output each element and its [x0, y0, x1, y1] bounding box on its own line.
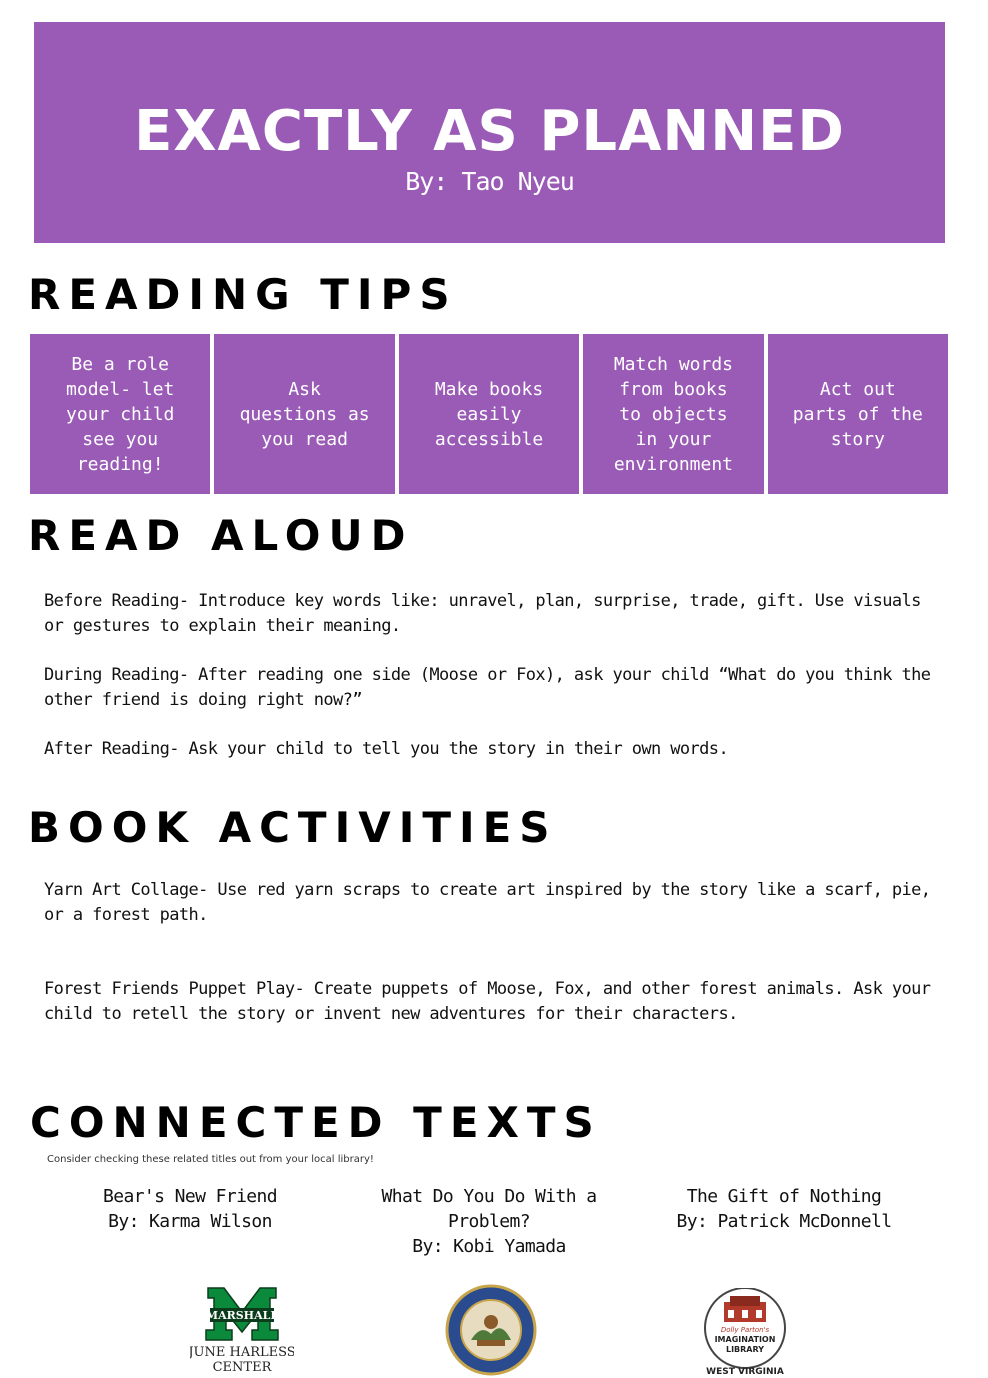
tip-card: Act out parts of the story: [768, 334, 948, 494]
title-banner: [34, 22, 945, 243]
before-reading-text: Before Reading- Introduce key words like: unravel, plan, surprise, trade, gift. Use visuals or gestures to explain their meaning.: [44, 591, 921, 636]
svg-text:LIBRARY: LIBRARY: [725, 1345, 765, 1354]
reading-tips-heading: READING TIPS: [28, 270, 458, 319]
tip-card: Match words from books to objects in your environment: [583, 334, 763, 494]
connected-book: [90, 1184, 290, 1234]
svg-text:MARSHALL: MARSHALL: [205, 1309, 279, 1322]
read-aloud-heading: READ ALOUD: [28, 511, 414, 560]
connected-book: [374, 1184, 604, 1259]
wvde-seal: [445, 1284, 537, 1376]
during-reading-text: During Reading- After reading one side (Moose or Fox), ask your child “What do you think the other friend is doing right now?”: [44, 665, 931, 710]
svg-text:IMAGINATION: IMAGINATION: [714, 1335, 776, 1344]
tip-card: Be a role model- let your child see you reading!: [30, 334, 210, 494]
book-author: By: Kobi Yamada: [412, 1236, 566, 1257]
marshall-logo: [190, 1286, 294, 1374]
book-title: Bear's New Friend: [102, 1186, 278, 1207]
marshall-m-icon: [190, 1286, 294, 1374]
svg-text:Dolly Parton's: Dolly Parton's: [720, 1326, 770, 1334]
book-title: What Do You Do With a Problem?: [381, 1186, 597, 1232]
connected-texts-heading: CONNECTED TEXTS: [30, 1098, 602, 1147]
book-author: By: Patrick McDonnell: [676, 1211, 892, 1232]
svg-text:CENTER: CENTER: [212, 1360, 272, 1374]
svg-text:JUNE HARLESS: JUNE HARLESS: [190, 1345, 294, 1360]
imagination-library-logo: [700, 1288, 792, 1378]
svg-text:WEST VIRGINIA: WEST VIRGINIA: [706, 1367, 784, 1377]
reading-tips-row: [30, 334, 948, 494]
wvde-seal-icon: [445, 1284, 537, 1376]
library-hint: Consider checking these related titles out from your local library!: [47, 1154, 374, 1165]
connected-book: [674, 1184, 894, 1234]
book-title: The Gift of Nothing: [686, 1186, 882, 1207]
activity-puppet-play: Forest Friends Puppet Play- Create puppets of Moose, Fox, and other forest animals. Ask your child to retell the story or invent new adventures for their characters.: [44, 979, 931, 1024]
activity-yarn-art: Yarn Art Collage- Use red yarn scraps to create art inspired by the story like a scarf, pie, or a forest path.: [44, 880, 931, 925]
after-reading-text: After Reading- Ask your child to tell you the story in their own words.: [44, 739, 729, 759]
tip-card: Make books easily accessible: [399, 334, 579, 494]
book-author: By: Tao Nyeu: [405, 167, 574, 196]
imagination-library-icon: [700, 1288, 792, 1378]
book-title: EXACTLY AS PLANNED: [134, 99, 845, 164]
tip-card: Ask questions as you read: [214, 334, 394, 494]
book-activities-heading: BOOK ACTIVITIES: [28, 803, 558, 852]
book-author: By: Karma Wilson: [108, 1211, 272, 1232]
